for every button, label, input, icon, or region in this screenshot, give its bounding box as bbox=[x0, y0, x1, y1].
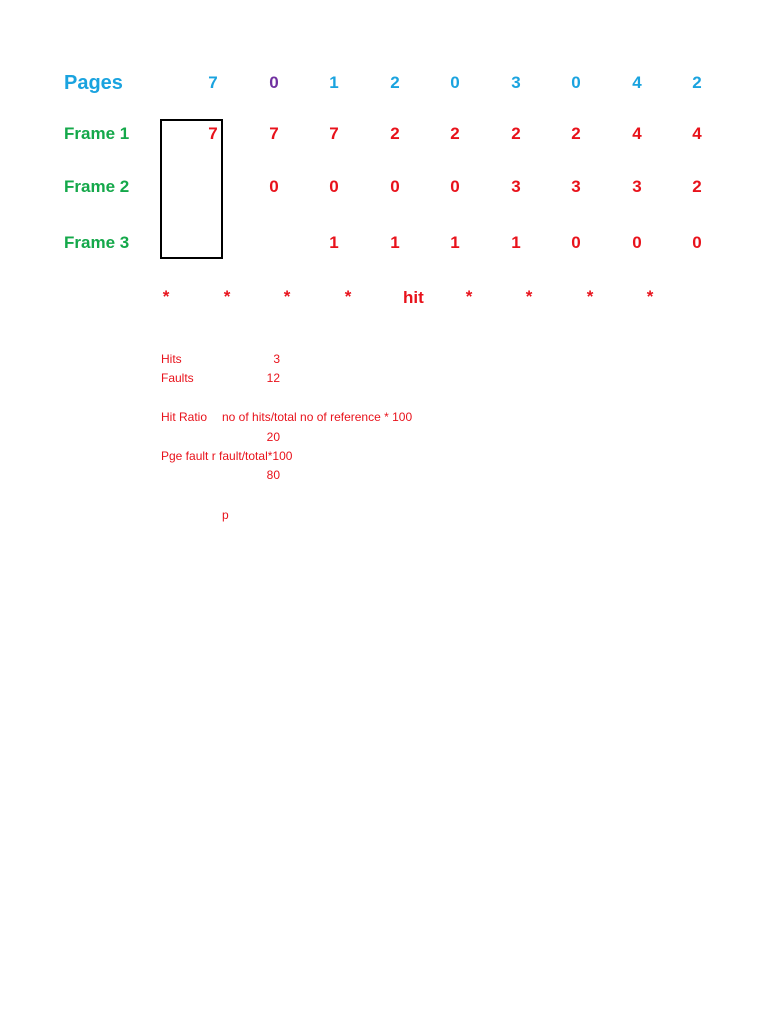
frame-2-cell-7: 3 bbox=[571, 177, 581, 196]
frame-3-cell-4: 1 bbox=[390, 233, 400, 252]
frame-1-cell-4: 2 bbox=[390, 124, 400, 143]
frame-1-cell-9: 4 bbox=[692, 124, 702, 143]
page-value-2: 0 bbox=[269, 73, 279, 92]
frame-2-cell-3: 0 bbox=[329, 177, 339, 196]
marker-3: * bbox=[283, 287, 291, 306]
frame-2-cell-2: 0 bbox=[269, 177, 279, 196]
page-value-1: 7 bbox=[208, 73, 218, 92]
frame-1-cell-7: 2 bbox=[571, 124, 581, 143]
page-value-6: 3 bbox=[511, 73, 521, 92]
frame-2-cell-5: 0 bbox=[450, 177, 460, 196]
frame-3-cell-9: 0 bbox=[692, 233, 702, 252]
frame-3-cell-7: 0 bbox=[571, 233, 581, 252]
frame-2-cell-6: 3 bbox=[511, 177, 521, 196]
frame-3-cell-6: 1 bbox=[511, 233, 521, 252]
frame-3-cell-5: 1 bbox=[450, 233, 460, 252]
frame-2-label: Frame 2 bbox=[64, 177, 130, 196]
frame-3-cell-3: 1 bbox=[329, 233, 339, 252]
frame-1-cell-6: 2 bbox=[511, 124, 521, 143]
hits-value: 3 bbox=[273, 352, 280, 366]
marker-9: * bbox=[646, 287, 654, 306]
frame-1-cell-1: 7 bbox=[208, 124, 218, 143]
fault-ratio-value: 80 bbox=[266, 468, 280, 482]
marker-6: * bbox=[465, 287, 473, 306]
cell-selection-box bbox=[160, 119, 223, 259]
page-value-8: 4 bbox=[632, 73, 642, 92]
marker-hit: hit bbox=[403, 288, 424, 307]
marker-1: * bbox=[162, 287, 170, 306]
pages-label: Pages bbox=[64, 72, 123, 94]
frame-1-cell-3: 7 bbox=[329, 124, 339, 143]
faults-label: Faults bbox=[161, 371, 194, 385]
marker-2: * bbox=[223, 287, 231, 306]
marker-7: * bbox=[525, 287, 533, 306]
frame-1-cell-2: 7 bbox=[269, 124, 279, 143]
frame-2-cell-8: 3 bbox=[632, 177, 642, 196]
frame-1-cell-8: 4 bbox=[632, 124, 642, 143]
faults-value: 12 bbox=[266, 371, 280, 385]
page-value-9: 2 bbox=[692, 73, 702, 92]
page-value-4: 2 bbox=[390, 73, 400, 92]
marker-8: * bbox=[586, 287, 594, 306]
marker-4: * bbox=[344, 287, 352, 306]
frame-1-cell-5: 2 bbox=[450, 124, 460, 143]
hit-ratio-value: 20 bbox=[266, 430, 280, 444]
frame-2-cell-9: 2 bbox=[692, 177, 702, 196]
page-value-7: 0 bbox=[571, 73, 581, 92]
stray-text: p bbox=[222, 508, 229, 522]
frame-3-label: Frame 3 bbox=[64, 233, 130, 252]
hits-label: Hits bbox=[161, 352, 182, 366]
frame-3-cell-8: 0 bbox=[632, 233, 642, 252]
frame-2-cell-4: 0 bbox=[390, 177, 400, 196]
fault-ratio-text: Pge fault r fault/total*100 bbox=[161, 449, 293, 463]
hit-ratio-label: Hit Ratio bbox=[161, 410, 208, 424]
frame-1-label: Frame 1 bbox=[64, 124, 130, 143]
page-value-3: 1 bbox=[329, 73, 339, 92]
hit-ratio-formula: no of hits/total no of reference * 100 bbox=[222, 410, 413, 424]
page-value-5: 0 bbox=[450, 73, 460, 92]
